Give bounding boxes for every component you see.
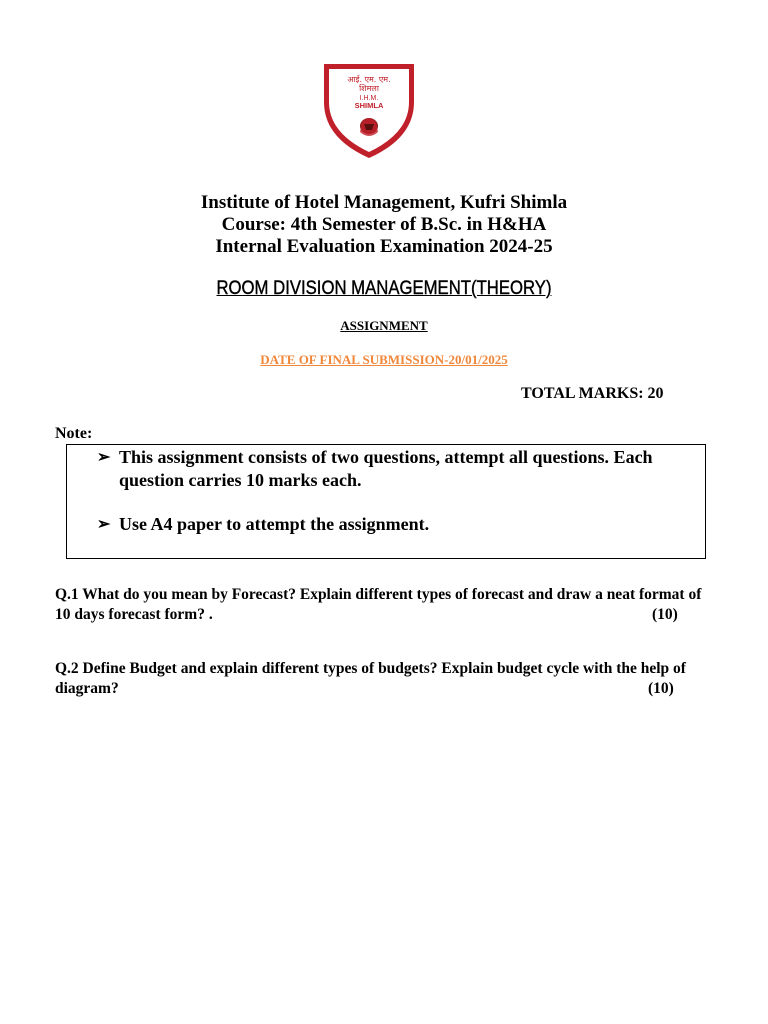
- exam-line: Internal Evaluation Examination 2024-25: [215, 236, 553, 257]
- question-1: [55, 585, 715, 625]
- assignment-label: ASSIGNMENT: [340, 318, 428, 333]
- logo-text-ihm: I.H.M.: [359, 95, 379, 102]
- question-1-text: Q.1 What do you mean by Forecast? Explain different types of forecast and draw a neat format of 10 days forecast form? .: [55, 586, 702, 623]
- note-label: Note:: [55, 425, 93, 442]
- question-1-marks: (10): [652, 606, 678, 623]
- question-2-text: Q.2 Define Budget and explain different types of budgets? Explain budget cycle with the help of diagram?: [55, 660, 686, 697]
- arrow-bullet-icon: ➢: [97, 516, 111, 533]
- institute-logo: [320, 60, 418, 160]
- note-item-text: This assignment consists of two questions, attempt all questions. Each question carries 10 marks each.: [119, 447, 653, 490]
- question-2-marks: (10): [648, 680, 674, 697]
- institute-name: Institute of Hotel Management, Kufri Shimla: [200, 192, 568, 213]
- note-item-text: Use A4 paper to attempt the assignment.: [119, 514, 430, 534]
- logo-text-hindi-1: आई. एम. एम.: [347, 75, 391, 84]
- submission-date: DATE OF FINAL SUBMISSION-20/01/2025: [260, 352, 508, 367]
- note-box: [66, 444, 706, 559]
- logo-text-hindi-2: शिमला: [359, 84, 379, 93]
- course-line: Course: 4th Semester of B.Sc. in H&HA: [221, 214, 547, 235]
- question-2: [55, 659, 715, 699]
- note-item: [97, 513, 709, 536]
- subject-title: ROOM DIVISION MANAGEMENT(THEORY): [216, 278, 552, 299]
- logo-text-shimla: SHIMLA: [354, 101, 384, 110]
- logo-emblem-icon: [360, 118, 378, 136]
- note-item: [97, 446, 709, 492]
- total-marks: TOTAL MARKS: 20: [521, 385, 664, 402]
- arrow-bullet-icon: ➢: [97, 449, 111, 466]
